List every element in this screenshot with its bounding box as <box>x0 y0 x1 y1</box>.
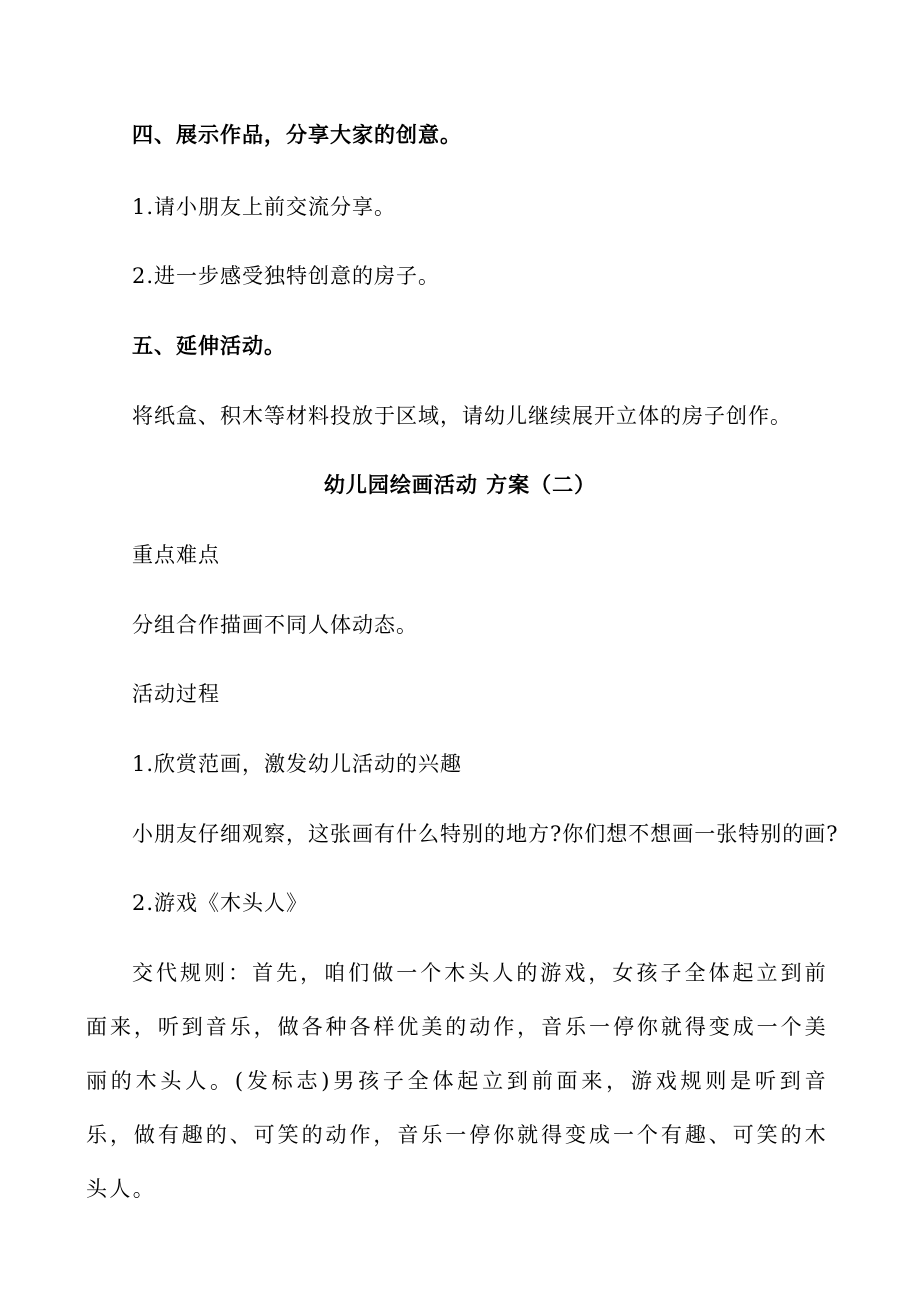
step2-text: 交代规则：首先，咱们做一个木头人的游戏，女孩子全体起立到前面来，听到音乐，做各种各样优美的动作，音乐一停你就得变成一个美丽的木头人。(发标志)男孩子全体起立到前面来，游戏规则是听到音乐，做有趣的、可笑的动作，音乐一停你就得变成一个有趣、可笑的木头人。 <box>86 961 828 1201</box>
section4-heading: 四、展示作品，分享大家的创意。 <box>132 122 462 147</box>
section5-heading: 五、延伸活动。 <box>132 333 286 358</box>
key-points-text: 分组合作描画不同人体动态。 <box>132 613 418 637</box>
section4-item-2: 2.进一步感受独特创意的房子。 <box>132 264 441 288</box>
section4-item-1: 1.请小朋友上前交流分享。 <box>132 195 397 219</box>
section5-text: 将纸盒、积木等材料投放于区域，请幼儿继续展开立体的房子创作。 <box>132 404 792 428</box>
step1-text: 小朋友仔细观察，这张画有什么特别的地方?你们想不想画一张特别的画? <box>132 822 839 846</box>
plan2-title: 幼儿园绘画活动 方案（二） <box>323 472 597 497</box>
key-points-label: 重点难点 <box>132 543 220 567</box>
process-label: 活动过程 <box>132 682 220 706</box>
step2-title: 2.游戏《木头人》 <box>132 891 309 915</box>
step1-title: 1.欣赏范画，激发幼儿活动的兴趣 <box>132 752 463 776</box>
